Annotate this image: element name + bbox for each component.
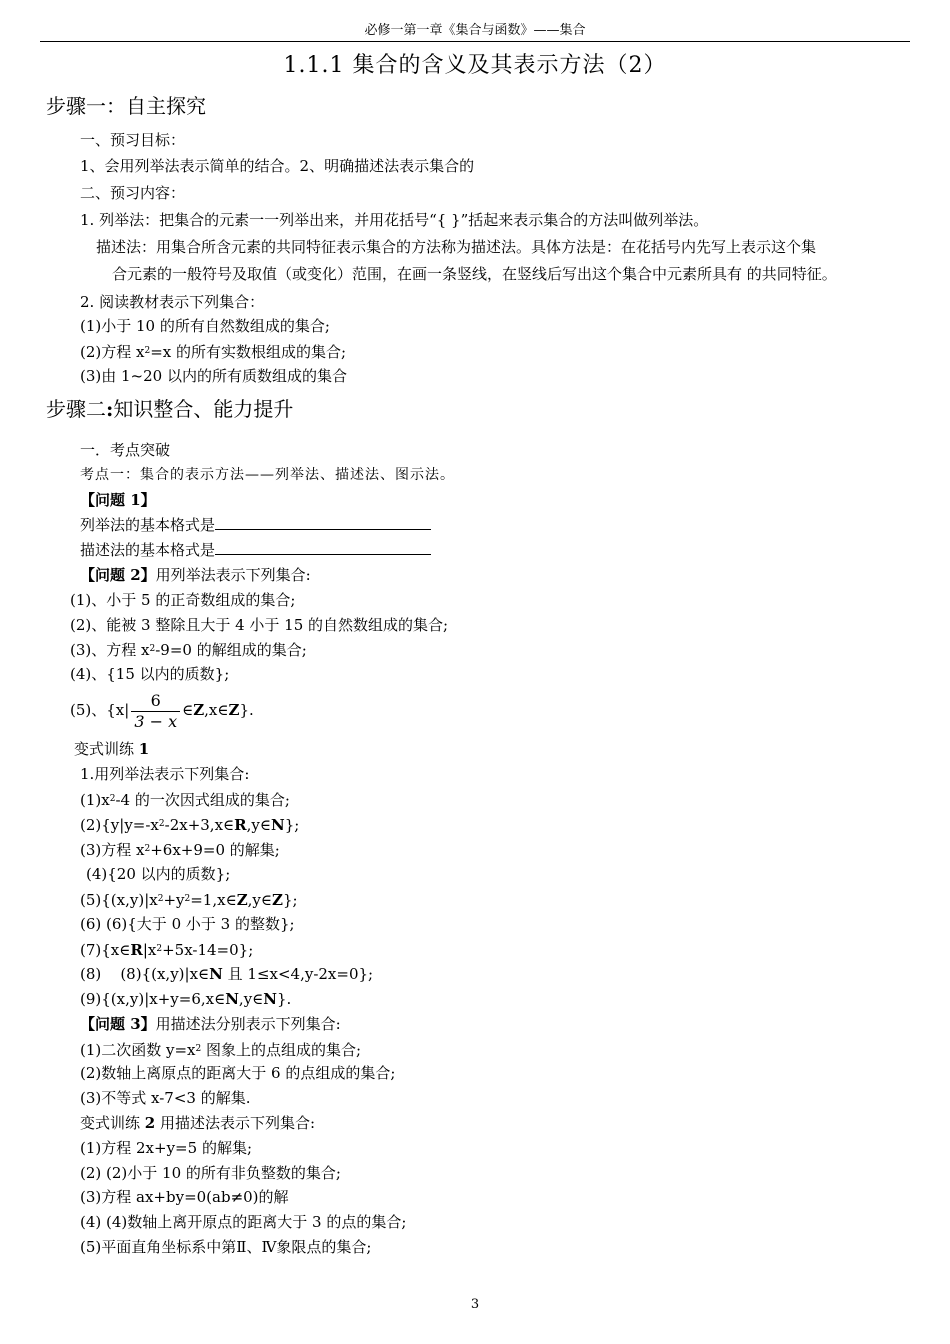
text-span: ∈ xyxy=(182,701,194,719)
goal-text: 1、会用列举法表示简单的结合。2、明确描述法表示集合的 xyxy=(80,157,475,175)
q2-item-2: (2)、能被 3 整除且大于 4 小于 15 的自然数组成的集合; xyxy=(70,616,449,634)
text-span: (5)、{x| xyxy=(70,701,130,719)
q1-desc-format xyxy=(80,540,431,560)
superscript: 2 xyxy=(156,944,163,954)
set-symbol: Z xyxy=(236,891,248,909)
q3-item-1 xyxy=(80,1039,361,1060)
question1-label: 【问题 1】 xyxy=(80,491,156,509)
text-span: (3)、方程 x xyxy=(70,641,150,659)
text-span: 用描述法表示下列集合: xyxy=(155,1114,316,1132)
text-span: -9=0 的解组成的集合; xyxy=(155,641,307,659)
superscript: 2 xyxy=(144,346,151,356)
answer-blank[interactable] xyxy=(215,515,431,530)
text-span: ,x∈ xyxy=(204,701,229,719)
v2-item-1: (1)方程 2x+y=5 的解集; xyxy=(80,1139,252,1157)
text-span: (5){(x,y)|x xyxy=(80,891,158,909)
text-span: (2)方程 x xyxy=(80,343,145,361)
question3-label: 【问题 3】 xyxy=(80,1015,156,1033)
text-span: 变式训练 xyxy=(80,1114,145,1132)
step1-heading: 步骤一：自主探究 xyxy=(46,94,206,118)
v2-item-4: (4) (4)数轴上离开原点的距离大于 3 的点的集合; xyxy=(80,1213,407,1231)
superscript: 2 xyxy=(157,894,164,904)
q2-item-4: (4)、{15 以内的质数}; xyxy=(70,665,230,683)
text-span: 知识整合、能力提升 xyxy=(113,397,294,421)
text-span: ,y∈ xyxy=(238,990,264,1008)
variant2-heading xyxy=(80,1113,315,1133)
set-symbol: Z xyxy=(193,701,205,719)
q3-item-2: (2)数轴上离原点的距离大于 6 的点组成的集合; xyxy=(80,1064,396,1082)
set-symbol: Z xyxy=(272,891,283,909)
text-span: 用列举法表示下列集合: xyxy=(155,566,311,584)
superscript: 2 xyxy=(144,844,151,854)
read-item-1: (1)小于 10 的所有自然数组成的集合; xyxy=(80,317,330,335)
page-title: 1.1.1 集合的含义及其表示方法（2） xyxy=(283,53,667,78)
question3 xyxy=(80,1014,341,1034)
text-span: (1)二次函数 y=x xyxy=(80,1041,196,1059)
q2-item-5 xyxy=(70,686,254,734)
superscript: 2 xyxy=(195,1044,202,1054)
desc-definition-line2: 合元素的一般符号及取值（或变化）范围，在画一条竖线，在竖线后写出这个集合中元素所具有 的共同特征。 xyxy=(112,265,837,283)
superscript: 2 xyxy=(184,894,191,904)
text-span: |x xyxy=(142,941,157,959)
desc-definition-line1: 描述法：用集合所含元素的共同特征表示集合的方法称为描述法。具体方法是：在花括号内先写上表示这个集 xyxy=(96,238,817,256)
text-span: +y xyxy=(163,891,185,909)
superscript: 2 xyxy=(149,644,156,654)
text-span: }; xyxy=(284,816,300,834)
point1-text: 考点一：集合的表示方法——列举法、描述法、图示法。 xyxy=(80,467,455,483)
text-span: 变式训练 xyxy=(74,740,139,758)
q2-item-1: (1)、小于 5 的正奇数组成的集合; xyxy=(70,591,296,609)
text-span: 且 1≤x<4,y-2x=0}; xyxy=(222,965,374,983)
answer-blank[interactable] xyxy=(215,540,431,555)
text-span: 步骤二 xyxy=(46,397,106,421)
goal-heading: 一、预习目标： xyxy=(80,131,186,149)
v1-item-6: (6) (6){大于 0 小于 3 的整数}; xyxy=(80,915,295,933)
text-span: ,y∈ xyxy=(247,891,272,909)
v1-item-3 xyxy=(80,839,280,860)
v2-item-2: (2) (2)小于 10 的所有非负整数的集合; xyxy=(80,1164,341,1182)
set-symbol: N xyxy=(209,965,223,983)
text-span: =x 的所有实数根组成的集合; xyxy=(150,343,347,361)
text-span: }. xyxy=(239,701,254,719)
set-symbol: R xyxy=(234,816,247,834)
v1-item-9 xyxy=(80,989,291,1009)
text-span: }; xyxy=(282,891,298,909)
running-header: 必修一第一章《集合与函数》——集合 xyxy=(364,23,586,38)
read-item-3: (3)由 1~20 以内的所有质数组成的集合 xyxy=(80,367,347,385)
q1-enum-format xyxy=(80,515,431,535)
text-span: 图象上的点组成的集合; xyxy=(201,1041,362,1059)
text-span: 1 xyxy=(138,740,150,758)
text-span: +6x+9=0 的解集; xyxy=(150,841,280,859)
set-symbol: N xyxy=(225,990,239,1008)
breakthrough-heading: 一．考点突破 xyxy=(80,441,171,459)
set-symbol: N xyxy=(270,816,285,834)
v1-item-2 xyxy=(80,814,299,835)
step2-heading xyxy=(46,396,293,422)
set-symbol: R xyxy=(130,941,143,959)
text-span: ,y∈ xyxy=(246,816,271,834)
variant1-label xyxy=(74,739,149,759)
superscript: 2 xyxy=(158,819,165,829)
variant1-intro: 1.用列举法表示下列集合: xyxy=(80,765,250,783)
question2 xyxy=(80,565,311,585)
text-span: 列举法的基本格式是 xyxy=(80,516,216,534)
text-span: (3)方程 x xyxy=(80,841,145,859)
text-span: -4 的一次因式组成的集合; xyxy=(115,791,290,809)
text-span: (8) (8){(x,y)|x∈ xyxy=(80,965,210,983)
superscript: 2 xyxy=(109,794,116,804)
read-item-2 xyxy=(80,341,346,362)
enum-definition: 1. 列举法：把集合的元素一一列举出来，并用花括号“{ }”括起来表示集合的方法叫做列举法。 xyxy=(80,211,709,229)
fraction-numerator: 6 xyxy=(150,690,161,710)
question2-label: 【问题 2】 xyxy=(80,566,156,584)
text-span: }. xyxy=(277,990,292,1008)
v2-item-5: (5)平面直角坐标系中第Ⅱ、Ⅳ象限点的集合; xyxy=(80,1238,372,1256)
text-span: 用描述法分别表示下列集合: xyxy=(155,1015,341,1033)
text-span: (9){(x,y)|x+y=6,x∈ xyxy=(80,990,226,1008)
text-span: 描述法的基本格式是 xyxy=(80,541,216,559)
v1-item-4: (4){20 以内的质数}; xyxy=(86,865,231,883)
text-span: +5x-14=0}; xyxy=(162,941,254,959)
text-span: 2 xyxy=(144,1114,156,1132)
content-heading: 二、预习内容： xyxy=(80,184,186,202)
q2-item-3 xyxy=(70,639,307,660)
fraction-denominator: 3 − x xyxy=(134,711,178,731)
text-span: (1)x xyxy=(80,791,110,809)
set-symbol: Z xyxy=(228,701,240,719)
v1-item-8 xyxy=(80,964,373,984)
text-span: (7){x∈ xyxy=(80,941,131,959)
page-number: 3 xyxy=(470,1297,480,1312)
read-heading: 2. 阅读教材表示下列集合： xyxy=(80,293,265,311)
v1-item-7 xyxy=(80,939,253,960)
v1-item-1 xyxy=(80,789,290,810)
text-span: -2x+3,x∈ xyxy=(164,816,235,834)
v1-item-5 xyxy=(80,889,298,910)
text-span: (2){y|y=-x xyxy=(80,816,159,834)
v2-item-3: (3)方程 ax+by=0(ab≠0)的解 xyxy=(80,1188,289,1206)
header-rule xyxy=(40,41,910,42)
fraction xyxy=(131,691,180,732)
set-symbol: N xyxy=(263,990,277,1008)
text-span: =1,x∈ xyxy=(190,891,237,909)
q3-item-3: (3)不等式 x-7<3 的解集. xyxy=(80,1089,251,1107)
text-span: : xyxy=(106,397,114,421)
